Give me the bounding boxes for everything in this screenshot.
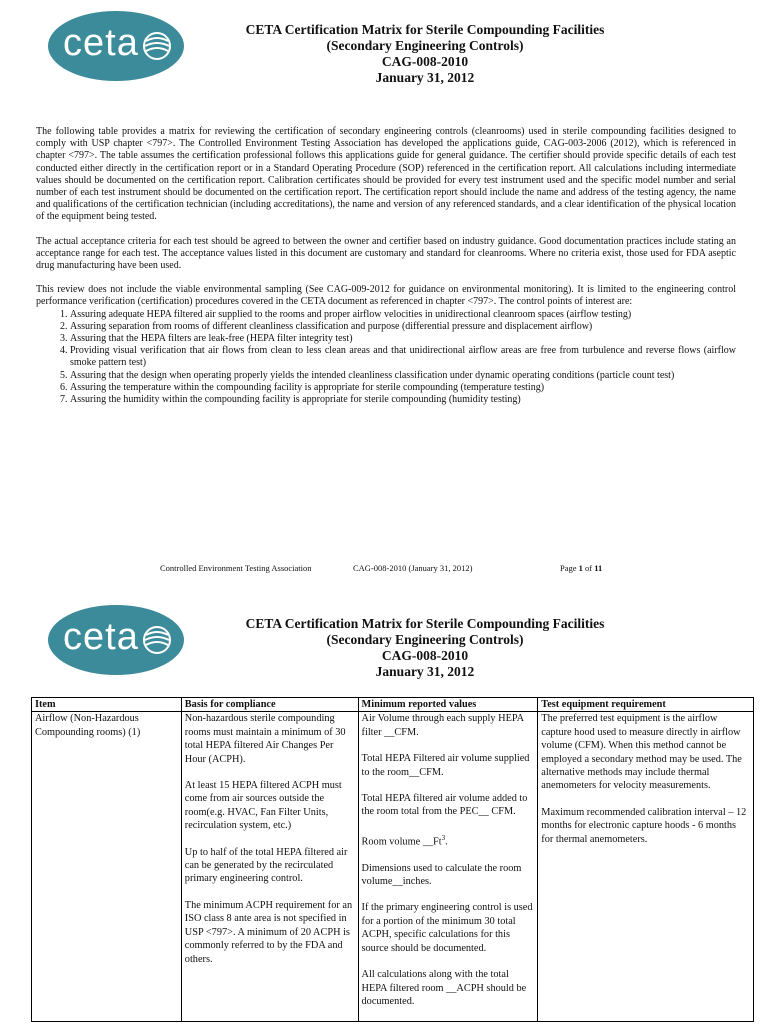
room-volume-text: Room volume __Ft (361, 836, 442, 848)
list-item: 7. Assuring the humidity within the compounding facility is appropriate for sterile compounding (humidity testing) (70, 394, 736, 406)
equipment-text: Maximum recommended calibration interval – 12 months for electronic capture hoods - 6 months for thermal anemometers. (541, 806, 747, 845)
intro-paragraph-1: The following table provides a matrix for reviewing the certification of secondary engineering controls (cleanrooms) used in sterile compounding facilities designed to comply with USP chapter <797>. The Controlled Environment Testing Association has developed the applications guide, CAG-003-2006 (2012), which is referenced in chapter <797>. The table assumes the certification professional follows this applications guide for general guidance. The certifier should provide specific details of each test conducted either directly in the certification report or in a Standard Operating Procedure (SOP) referenced in the certification report. All calculations including intermediate values should be documented on the certification report. Calibration certificates should be provided for every test instrument used and the specific model number and serial number of each test instrument should be documented on the certification report. The certification report should include the name and address of the testing agency, the name and qualifications of the certification technician (including accreditations), the name and version of any referenced standards, and a clear identification of the physical location of the equipment being tested. (36, 126, 736, 223)
footer-org: Controlled Environment Testing Association (160, 563, 312, 573)
column-header: Basis for compliance (181, 698, 358, 712)
basis-text: The minimum ACPH requirement for an ISO class 8 ante area is not specified in USP <797>. A minimum of 20 ACPH is commonly referred to by the FDA and others. (184, 899, 353, 965)
header-date: January 31, 2012 (375, 70, 475, 85)
header-subtitle: (Secondary Engineering Controls) (326, 38, 524, 53)
item-text: Airflow (Non-Hazardous Compounding rooms) (1) (35, 713, 141, 738)
basis-cell (181, 712, 358, 1022)
equipment-text: The preferred test equipment is the airflow capture hood used to measure directly in airflow volume (CFM). When this method cannot be employed a secondary method may be used. The alternative methods may include thermal anemometers for velocity measurements. (541, 713, 742, 792)
certification-matrix-table (31, 697, 754, 1022)
page-word: Page (560, 563, 577, 573)
footer-page (560, 563, 602, 573)
list-item: 4. Providing visual verification that air flows from clean to less clean areas and that unidirectional airflow areas are free from turbulence and reverse flows (airflow smoke pattern test) (70, 345, 736, 369)
minimum-text: Air Volume through each supply HEPA filter __CFM. (361, 713, 524, 738)
list-item: 5. Assuring that the design when operating properly yields the intended cleanliness classification under dynamic operating conditions (particle count test) (70, 370, 736, 382)
column-header: Item (32, 698, 182, 712)
basis-text: Up to half of the total HEPA filtered air can be generated by the recirculated primary engineering control. (184, 846, 348, 885)
minimum-text (362, 832, 535, 849)
intro-paragraph-3: This review does not include the viable environmental sampling (See CAG-009-2012 for guidance on environmental monitoring). It is limited to the engineering control performance verification (certification) procedures covered in the CETA document as referenced in chapter <797>. The control points of interest are: (36, 284, 736, 308)
minimum-text: If the primary engineering control is used for a portion of the minimum 30 total ACPH, specific calculations for this source should be documented. (361, 902, 533, 954)
minimum-text: Dimensions used to calculate the room volume__inches. (361, 862, 522, 888)
intro-section (36, 126, 736, 406)
footer-doc: CAG-008-2010 (January 31, 2012) (353, 563, 473, 573)
document-header (160, 22, 690, 86)
header-subtitle: (Secondary Engineering Controls) (326, 632, 524, 647)
minimum-values-cell (358, 712, 538, 1022)
document-header (160, 616, 690, 680)
logo-wordmark: ceta (63, 22, 139, 64)
page-number: 1 (578, 563, 583, 573)
header-title: CETA Certification Matrix for Sterile Compounding Facilities (245, 616, 605, 631)
minimum-text: Total HEPA Filtered air volume supplied to the room__CFM. (361, 753, 530, 778)
column-header: Minimum reported values (358, 698, 538, 712)
header-title: CETA Certification Matrix for Sterile Compounding Facilities (245, 22, 605, 37)
page-total: 11 (594, 563, 603, 573)
equipment-cell (538, 712, 754, 1022)
list-item: 3. Assuring that the HEPA filters are leak-free (HEPA filter integrity test) (70, 333, 736, 345)
basis-text: At least 15 HEPA filtered ACPH must come from air sources outside the room(e.g. HVAC, Fan Filter Units, recirculation system, etc.) (184, 780, 342, 832)
superscript: 3 (441, 833, 446, 842)
logo-wordmark: ceta (63, 616, 139, 658)
basis-text: Non-hazardous sterile compounding rooms must maintain a minimum of 30 total HEPA filtered Air Changes Per Hour (ACPH). (184, 713, 346, 765)
list-item: 6. Assuring the temperature within the compounding facility is appropriate for sterile compounding (temperature testing) (70, 382, 736, 394)
header-doc-number: CAG-008-2010 (381, 54, 469, 69)
punctuation: . (445, 836, 448, 848)
list-item: 1. Assuring adequate HEPA filtered air supplied to the rooms and proper airflow velocities in unidirectional cleanroom spaces (airflow testing) (70, 309, 736, 321)
minimum-text: All calculations along with the total HEPA filtered room __ACPH should be documented. (361, 969, 527, 1007)
list-item: 2. Assuring separation from rooms of different cleanliness classification and purpose (differential pressure and displacement airflow) (70, 321, 736, 333)
minimum-text: Total HEPA filtered air volume added to the room total from the PEC__ CFM. (361, 793, 528, 818)
header-doc-number: CAG-008-2010 (381, 648, 469, 663)
of-word: of (585, 563, 593, 573)
table-header-row (32, 698, 754, 712)
column-header: Test equipment requirement (538, 698, 754, 712)
item-cell (32, 712, 182, 1022)
control-points-list (36, 309, 736, 407)
table-row (32, 712, 754, 1022)
header-date: January 31, 2012 (375, 664, 475, 679)
intro-paragraph-2: The actual acceptance criteria for each test should be agreed to between the owner and certifier based on industry guidance. Good documentation practices include stating an acceptance range for each test. The acceptance values listed in this document are customary and standard for cleanrooms. Where no criteria exist, those used for FDA aseptic drug manufacturing have been used. (36, 235, 736, 272)
